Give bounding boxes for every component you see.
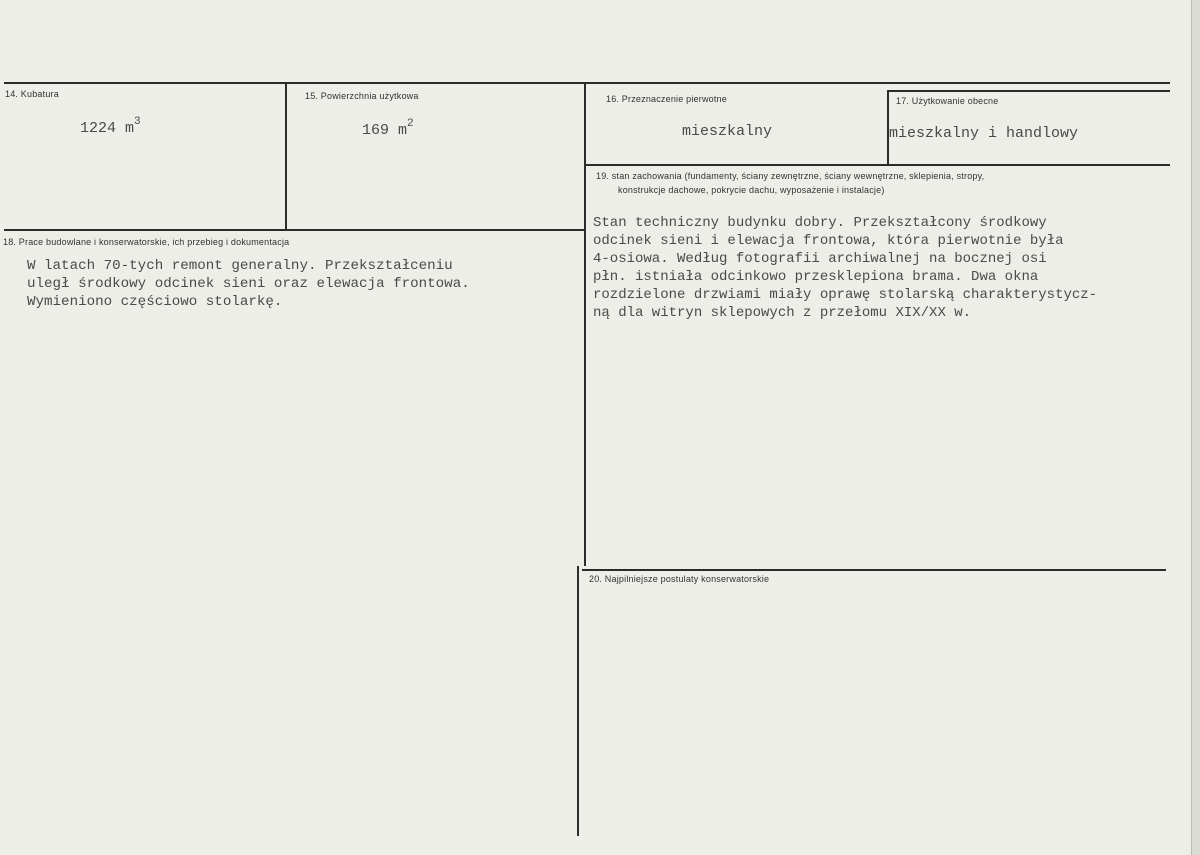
label-uzytkowanie: 17. Użytkowanie obecne [896, 96, 999, 106]
text-prace [27, 257, 470, 311]
label-stan-zachowania-1: 19. stan zachowania (fundamenty, ściany zewnętrzne, ściany wewnętrzne, sklepienia, stropy, [596, 171, 985, 181]
value-przeznaczenie: mieszkalny [682, 123, 773, 140]
text-line: ną dla witryn sklepowych z przełomu XIX/XX w. [593, 305, 972, 321]
text-line: odcinek sieni i elewacja frontowa, która pierwotnie była [593, 233, 1064, 249]
top-rule [4, 82, 1170, 84]
divider-left-right-lower [577, 566, 579, 836]
rule-19-bottom [582, 569, 1166, 571]
label-postulaty: 20. Najpilniejsze postulaty konserwatorskie [589, 574, 770, 584]
rule-17-bottom [888, 90, 1170, 92]
value-uzytkowanie: mieszkalny i handlowy [889, 125, 1079, 142]
text-line: Stan techniczny budynku dobry. Przekształcony środkowy [593, 215, 1047, 231]
rule-16-17-bottom [586, 164, 1170, 166]
text-line: 4-osiowa. Według fotografii archiwalnej na bocznej osi [593, 251, 1047, 267]
label-kubatura: 14. Kubatura [5, 89, 59, 99]
label-stan-zachowania-2: konstrukcje dachowe, pokrycie dachu, wyposażenie i instalacje) [618, 185, 885, 195]
text-line: W latach 70-tych remont generalny. Przekształceniu [27, 258, 453, 274]
text-line: rozdzielone drzwiami miały oprawę stolarską charakterystycz- [593, 287, 1098, 303]
label-powierzchnia: 15. Powierzchnia użytkowa [305, 91, 419, 101]
text-stan-zachowania [593, 214, 1097, 322]
value-powierzchnia: 169 $m^2$ [362, 118, 414, 139]
value-kubatura: 1224 $m^3$ [80, 116, 141, 137]
label-przeznaczenie: 16. Przeznaczenie pierwotne [606, 94, 727, 104]
rule-14-15-bottom [4, 229, 584, 231]
divider-left-right [584, 82, 586, 566]
text-line: Wymieniono częściowo stolarkę. [27, 294, 283, 310]
paper-edge [1191, 0, 1200, 855]
divider-14-15 [285, 82, 287, 230]
text-line: płn. istniała odcinkowo przesklepiona brama. Dwa okna [593, 269, 1039, 285]
label-prace: 18. Prace budowlane i konserwatorskie, ich przebieg i dokumentacja [3, 237, 290, 247]
text-line: uległ środkowy odcinek sieni oraz elewacja frontowa. [27, 276, 470, 292]
